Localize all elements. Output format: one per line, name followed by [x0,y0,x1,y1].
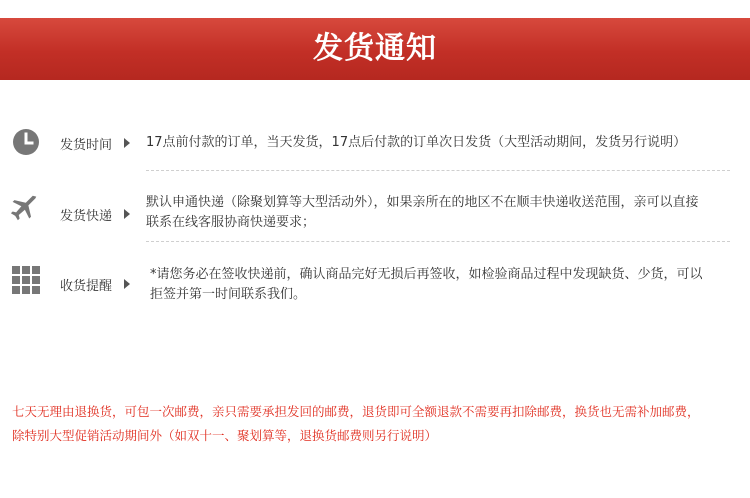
row-description-line: 拒签并第一时间联系我们。 [150,287,307,302]
page-title: 发货通知 [313,31,437,66]
row-label: 发货时间 [60,138,113,153]
row-description [146,193,726,233]
notice-line: 七天无理由退换货，可包一次邮费，亲只需要承担发回的邮费，退货即可全额退款不需要再扣除邮费，换货也无需补加邮费， [12,404,700,419]
return-policy-notice [12,400,742,448]
row-label: 收货提醒 [60,279,113,294]
chevron-right-icon [124,279,130,289]
airplane-icon [10,194,38,222]
chevron-right-icon [124,209,130,219]
clock-icon [12,128,40,156]
notice-line: 除特别大型促销活动期间外（如双十一、聚划算等，退换货邮费则另行说明） [12,428,438,443]
chevron-right-icon [124,138,130,148]
dashed-divider [146,241,730,242]
row-description [150,265,730,305]
grid-icon [12,266,40,294]
dashed-divider [146,170,730,171]
row-description [146,133,726,153]
row-description-line: 17点前付款的订单，当天发货，17点后付款的订单次日发货（大型活动期间，发货另行说明） [146,135,687,150]
row-description-line: 联系在线客服协商快递要求； [146,215,316,230]
row-label: 发货快递 [60,209,113,224]
row-description-line: 默认申通快递（除聚划算等大型活动外），如果亲所在的地区不在顺丰快递收送范围，亲可以直接 [146,195,699,210]
row-description-line: *请您务必在签收快递前，确认商品完好无损后再签收，如检验商品过程中发现缺货、少货，可以 [150,267,703,282]
